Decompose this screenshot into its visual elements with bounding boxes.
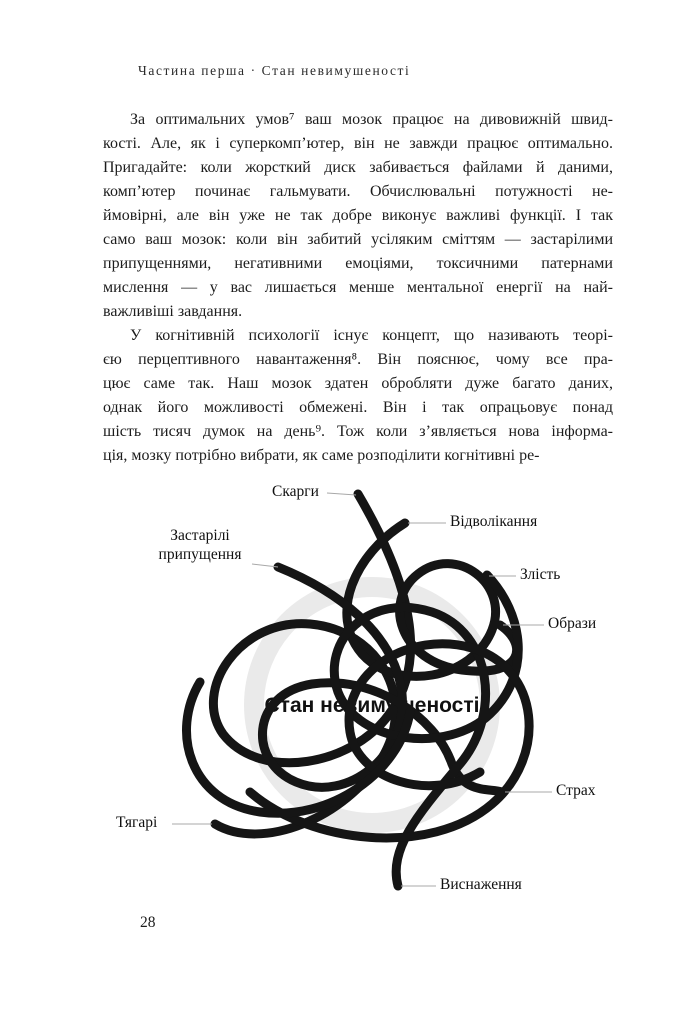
paragraph (103, 108, 613, 324)
diagram-label-complaints: Скарги (272, 483, 319, 500)
diagram-center-label: Стан невимушеності (264, 694, 480, 717)
running-header: Частина перша · Стан невимушеності (138, 63, 411, 78)
leader-line (327, 493, 356, 495)
diagram-label-distractions: Відволікання (450, 513, 538, 530)
diagram-label-outdated-assumptions: Застарілі припущення (158, 527, 242, 563)
text-line: само ваш мозок: коли він забитий усіляким сміттям — застарілими (103, 231, 613, 248)
diagram-label-anger: Злість (520, 566, 561, 583)
text-line: цює саме так. Наш мозок здатен обробляти дуже багато даних, (103, 375, 613, 392)
text-line: комп’ютер починає гальмувати. Обчислювальні потужності не- (103, 183, 613, 200)
text-line: кості. Але, як і суперкомп’ютер, він не завжди працює оптимально. (103, 135, 613, 152)
text-line: шість тисяч думок на день⁹. Тож коли з’являється нова інформа- (103, 423, 613, 440)
text-line: ція, мозку потрібно вибрати, як саме розподілити когнітивні ре- (103, 447, 540, 464)
text-line: однак його можливості обмежені. Він і так опрацьовує понад (103, 399, 613, 416)
diagram-label-resentments: Образи (548, 615, 597, 632)
diagram-label-exhaustion: Виснаження (440, 876, 522, 893)
tangle-diagram (100, 472, 620, 914)
body-text (103, 108, 613, 468)
text-line: ймовірні, але він уже не так добре виконує важливі функції. І так (103, 207, 613, 224)
text-line: важливіші завдання. (103, 303, 243, 320)
paragraph (103, 324, 613, 468)
diagram-label-burdens: Тягарі (116, 814, 158, 831)
text-line: У когнітивній психології існує концепт, що називають теорі- (130, 327, 613, 344)
text-line: припущеннями, негативними емоціями, токсичними патернами (103, 255, 613, 272)
text-line: мислення — у вас лишається менше ментальної енергії на най- (103, 279, 613, 296)
text-line: Пригадайте: коли жорсткий диск забивається файлами й даними, (103, 159, 613, 176)
diagram-label-fear: Страх (556, 782, 596, 799)
page-number: 28 (140, 914, 156, 931)
text-line: єю перцептивного навантаження⁸. Він пояснює, чому все пра- (103, 351, 613, 368)
text-line: За оптимальних умов⁷ ваш мозок працює на дивовижній швид- (130, 111, 613, 128)
